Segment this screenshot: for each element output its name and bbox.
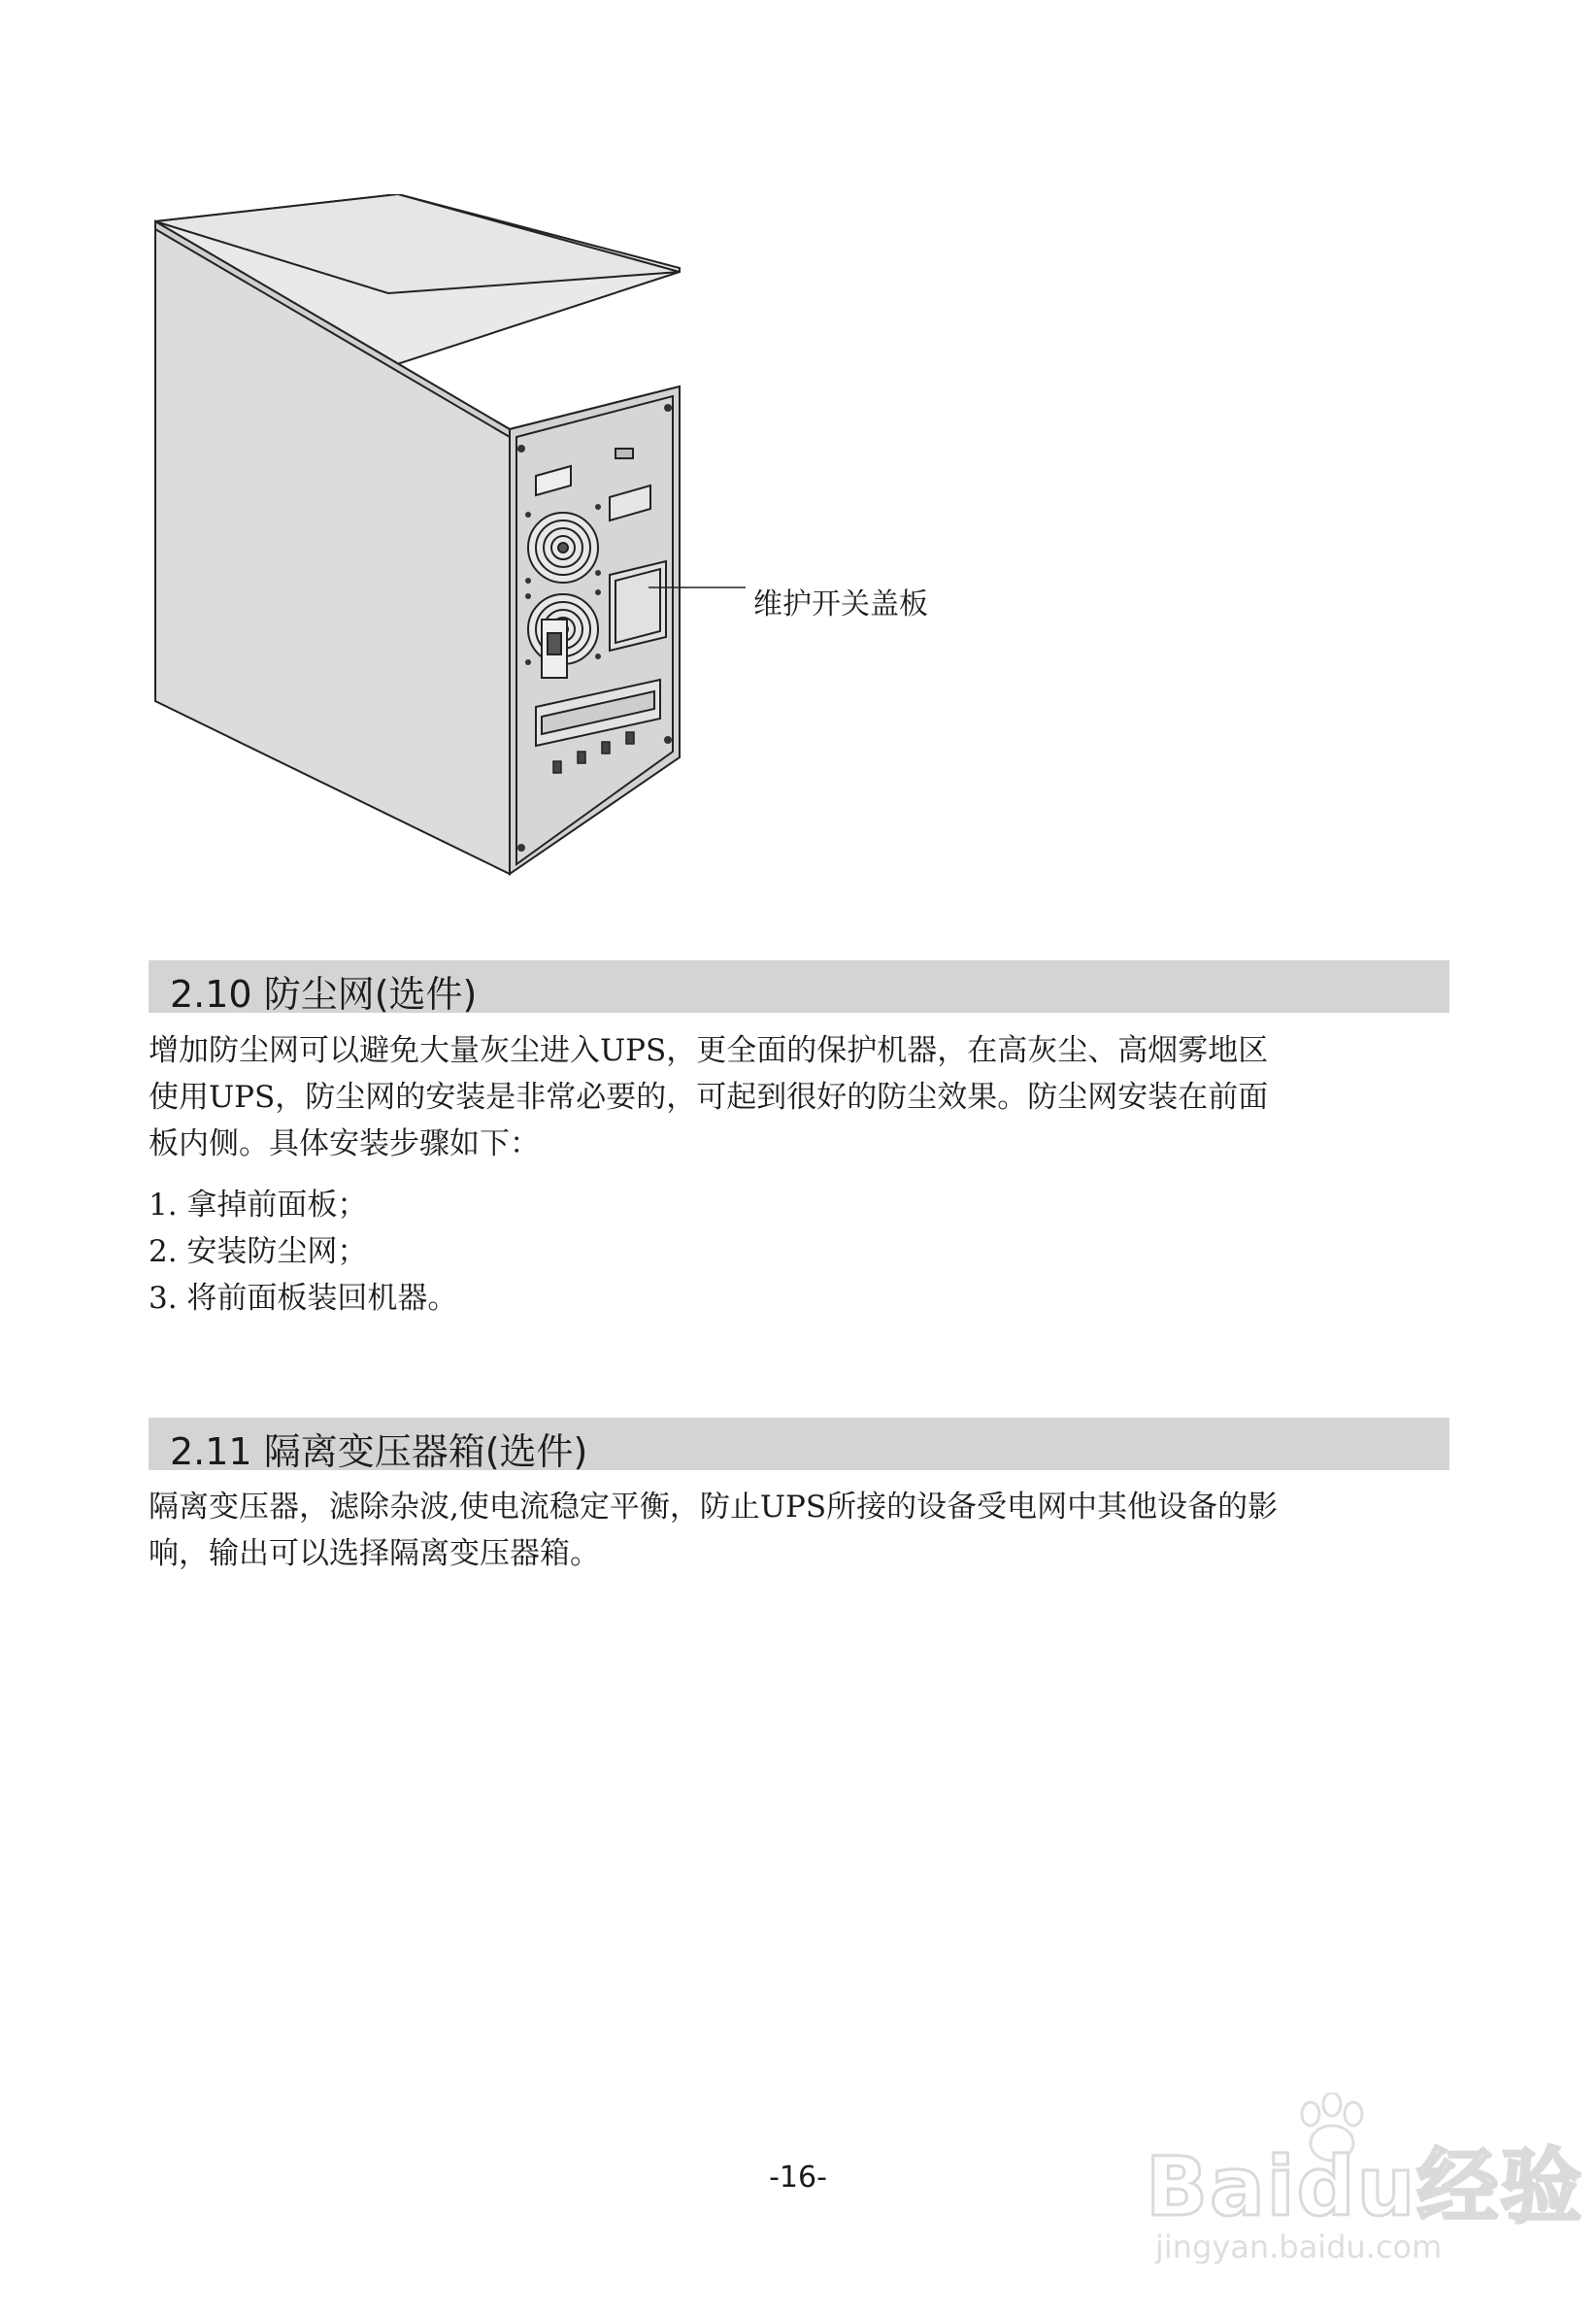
list-item: 2. 安装防尘网； [149,1234,368,1269]
section-heading-text: 2.11 隔离变压器箱(选件) [170,1430,588,1473]
page-number: -16- [769,2161,827,2195]
section-paragraph [149,1484,1449,1577]
list-item: 1. 拿掉前面板； [149,1188,368,1223]
watermark-url: jingyan.baidu.com [1155,2229,1443,2265]
paragraph-line: 使用UPS，防尘网的安装是非常必要的，可起到很好的防尘效果。防尘网安装在前面 [149,1080,1269,1115]
paragraph-line: 板内侧。具体安装步骤如下： [149,1126,540,1161]
paragraph-line: 隔离变压器，滤除杂波,使电流稳定平衡，防止UPS所接的设备受电网中其他设备的影 [149,1490,1279,1525]
install-steps-list [149,1182,457,1322]
baidu-jingyan-watermark [1126,2093,1584,2287]
section-heading-isolation-transformer [149,1418,1449,1473]
section-heading-dust-filter [149,960,1449,1016]
maintenance-switch-cover-label: 维护开关盖板 [753,587,928,621]
ups-rear-illustration [136,194,1010,893]
paragraph-line: 响，输出可以选择隔离变压器箱。 [149,1536,600,1571]
section-heading-text: 2.10 防尘网(选件) [170,973,478,1016]
section-paragraph [149,1027,1449,1167]
watermark-logo: Baidu经验 [1146,2139,1584,2234]
paragraph-line: 增加防尘网可以避免大量灰尘进入UPS，更全面的保护机器，在高灰尘、高烟雾地区 [149,1033,1269,1068]
list-item: 3. 将前面板装回机器。 [149,1281,458,1316]
